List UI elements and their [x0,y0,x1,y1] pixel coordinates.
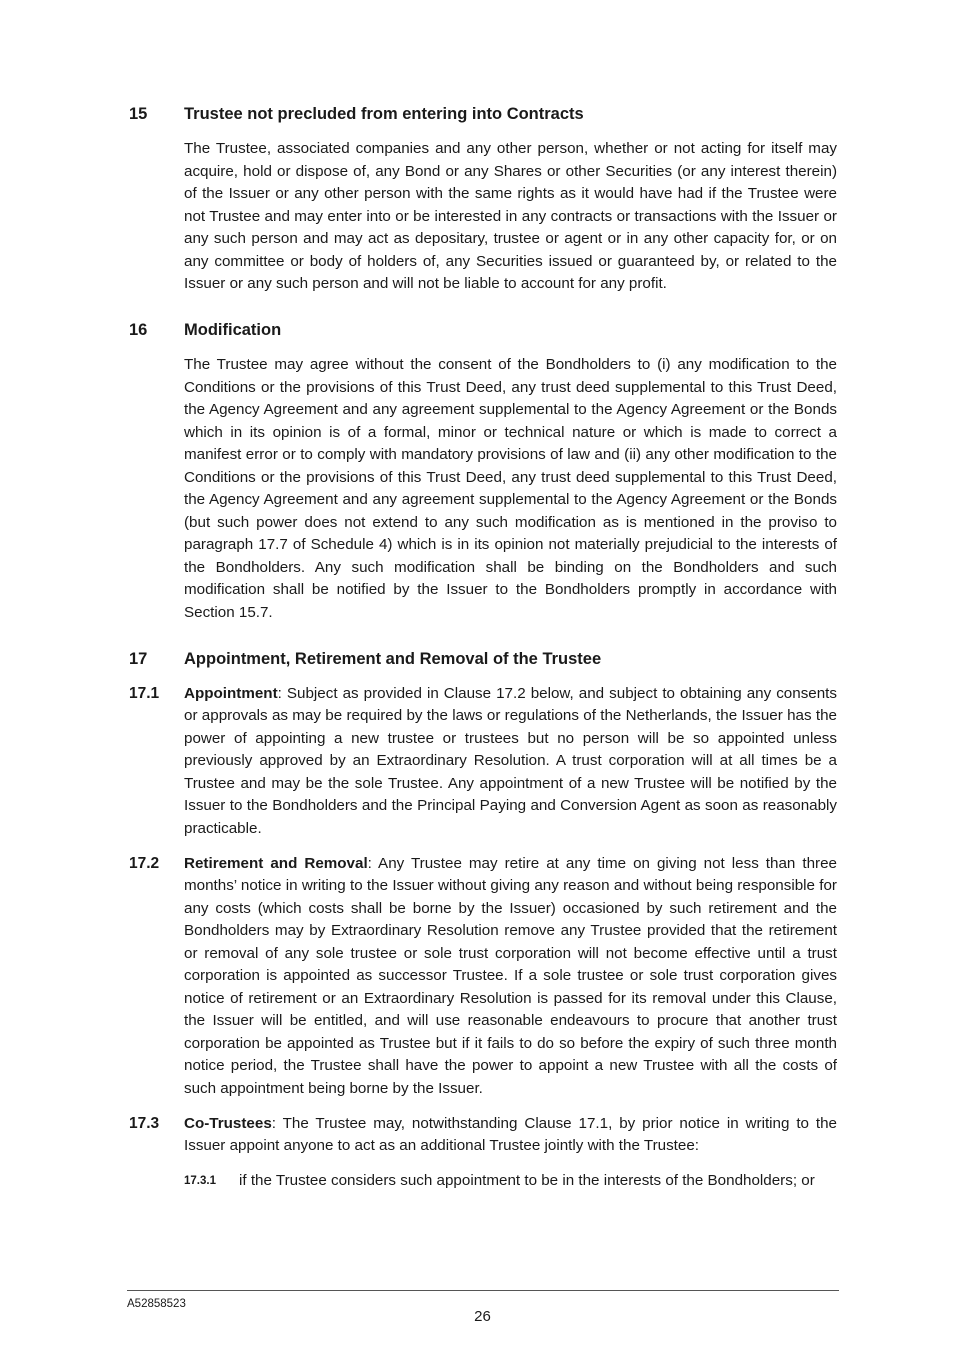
section-heading-16 [0,319,965,342]
section-heading-15 [0,103,965,126]
clause-text: : Any Trustee may retire at any time on giving not less than three months’ notice in writing to the Issuer without giving any reason and without being responsible for any costs (which costs shall be borne by the Issuer) occasioned by such retirement and the Bondholders may by Extraordinary Resolution remove any Trustee provided that the retirement or removal of any sole trustee or sole trust corporation will not become effective until a trust corporation is appointed as successor Trustee. If a sole trustee or sole trust corporation gives notice of retirement or an Extraordinary Resolution is passed for its removal under this Clause, the Issuer will be entitled, and will use reasonable endeavours to procure that another trust corporation be appointed as Trustee but if it fails to do so before the expiry of such three month notice period, the Trustee shall have the power to appoint a new Trustee with all the costs of such appointment being borne by the Issuer. [184,854,837,1097]
clause-number: 17.2 [129,854,160,872]
footer-divider [127,1290,839,1291]
section-title: Modification [184,321,282,339]
clause-17-3 [129,1113,837,1158]
clause-label: Retirement and Removal [184,854,368,872]
clause-text: : The Trustee may, notwithstanding Clause 17.1, by prior notice in writing to the Issuer appoint anyone to act as an additional Trustee jointly with the Trustee: [184,1114,837,1154]
clause-17-2 [129,853,837,1101]
page-number: 26 [474,1308,491,1325]
document-id: A52858523 [127,1298,186,1310]
clause-number: 17.3 [129,1114,160,1132]
clause-17-1 [129,683,837,841]
section-title: Trustee not precluded from entering into Contracts [184,105,584,123]
document-page [0,103,965,1205]
subclause-number: 17.3.1 [184,1175,216,1187]
subclause-17-3-1 [184,1170,837,1193]
clause-number: 17.1 [129,684,160,702]
section-title: Appointment, Retirement and Removal of the Trustee [184,649,602,668]
clause-text: : Subject as provided in Clause 17.2 below, and subject to obtaining any consents or approvals as may be required by the laws or regulations of the Netherlands, the Issuer has the power of appointing a new trustee or trustees but no person will be so appointed unless previously approved by an Extraordinary Resolution. A trust corporation will at all times be a Trustee and may be the sole Trustee. Any appointment of a new Trustee will be notified by the Issuer to the Bondholders and the Principal Paying and Conversion Agent as soon as reasonably practicable. [184,684,837,837]
section-number: 15 [129,105,148,123]
section-body-16: The Trustee may agree without the consent of the Bondholders to (i) any modification to the Conditions or the provisions of this Trust Deed, any trust deed supplemental to this Trust Deed, the Agency Agreement and any agreement supplemental to the Agency Agreement or the Bonds which in its opinion is of a formal, minor or technical nature or which is made to correct a manifest error or to comply with mandatory provisions of law and (ii) any other modification to the Conditions or the provisions of this Trust Deed, any trust deed supplemental to this Trust Deed, the Agency Agreement and any agreement supplemental to the Agency Agreement or the Bonds (but such power does not extend to any such modification as is mentioned in the proviso to paragraph 17.7 of Schedule 4) which is in its opinion not materially prejudicial to the interests of the Bondholders. Any such modification shall be binding on the Bondholders and such modification shall be notified by the Issuer to the Bondholders promptly in accordance with Section 15.7. [184,356,837,621]
section-number: 17 [129,649,148,668]
clause-label: Appointment [184,684,278,702]
subclause-text: if the Trustee considers such appointment to be in the interests of the Bondholders; or [239,1172,815,1189]
section-body-15: The Trustee, associated companies and any other person, whether or not acting for itself may acquire, hold or dispose of, any Bond or any Shares or other Securities (or any interest therein) of the Issuer or any other person with the same rights as it would have had if the Trustee were not Trustee and may enter into or be interested in any contracts or transactions with the Issuer or any such person and may act as depositary, trustee or agent or in any other capacity for, or on any committee or body of holders of, any Securities issued or guaranteed by, or related to the Issuer or any such person and will not be liable to account for any profit. [184,140,837,292]
section-number: 16 [129,321,148,339]
clause-label: Co-Trustees [184,1114,272,1132]
section-heading-17 [0,648,965,671]
